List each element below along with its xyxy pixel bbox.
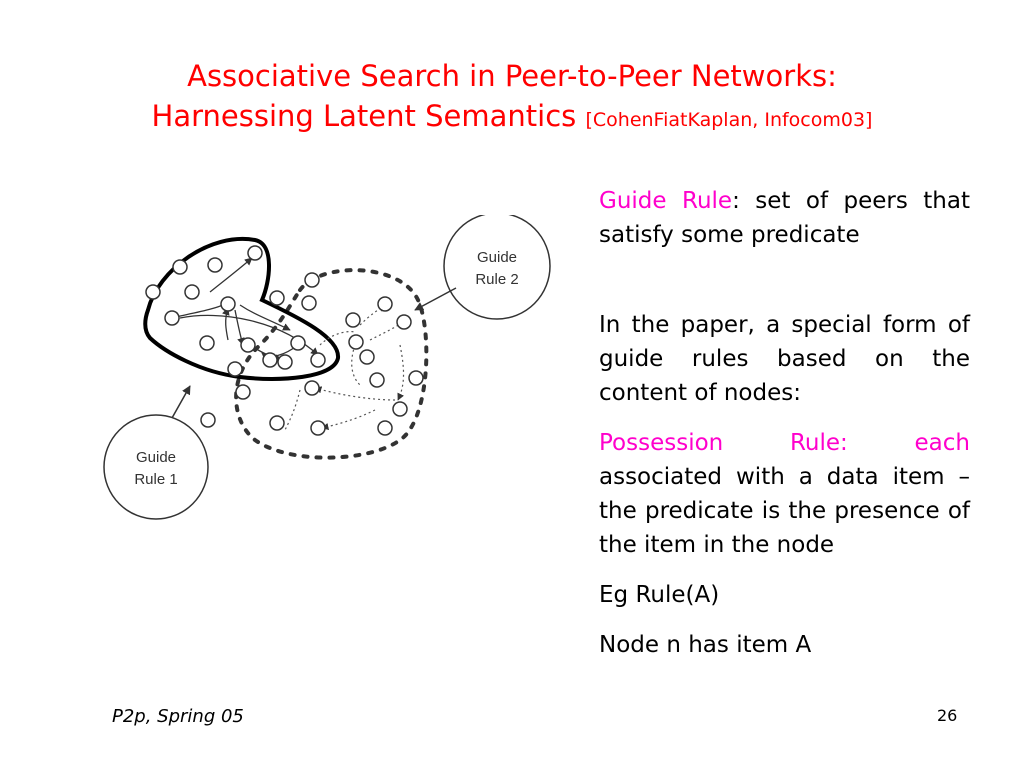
footer-course: P2p, Spring 05	[112, 706, 244, 727]
slide-title	[0, 56, 1024, 140]
peer-network-diagram	[95, 215, 565, 525]
term-possession-rule: Possession Rule: each	[599, 430, 970, 456]
term-guide-rule: Guide Rule	[599, 188, 733, 214]
guide-rule-2-pointer	[415, 288, 456, 310]
title-line-2-text: Harnessing Latent Semantics	[151, 99, 577, 133]
guide-rule-1-pointer	[172, 386, 190, 418]
title-line-2	[0, 96, 1024, 140]
title-line-1: Associative Search in Peer-to-Peer Networks:	[187, 59, 837, 93]
guide-rule-2-label-line2: Rule 2	[475, 271, 519, 288]
paragraph-node-has-item: Node n has item A	[599, 632, 812, 658]
possession-rule-definition: associated with a data item – the predicate is the presence of the item in the node	[599, 464, 970, 558]
guide-rule-1-label-line2: Rule 1	[134, 471, 178, 488]
paragraph-guide-rule	[599, 184, 970, 252]
dashed-region-arrows	[285, 305, 405, 430]
page-number: 26	[937, 706, 958, 725]
paragraph-special-form: In the paper, a special form of guide rules based on the content of nodes:	[599, 312, 970, 406]
peer-nodes	[146, 246, 423, 435]
slide-body	[599, 184, 970, 662]
paragraph-example: Eg Rule(A)	[599, 582, 720, 608]
guide-rule-2-label-line1: Guide	[476, 249, 518, 266]
guide-rule-1-bubble	[104, 415, 208, 519]
title-citation: [CohenFiatKaplan, Infocom03]	[585, 109, 873, 131]
guide-rule-definition: : set of peers that satisfy some predicate	[599, 188, 970, 248]
guide-rule-1-label-line1: Guide	[135, 449, 177, 466]
guide-rule-2-bubble	[444, 215, 550, 319]
paragraph-possession-rule	[599, 426, 970, 562]
